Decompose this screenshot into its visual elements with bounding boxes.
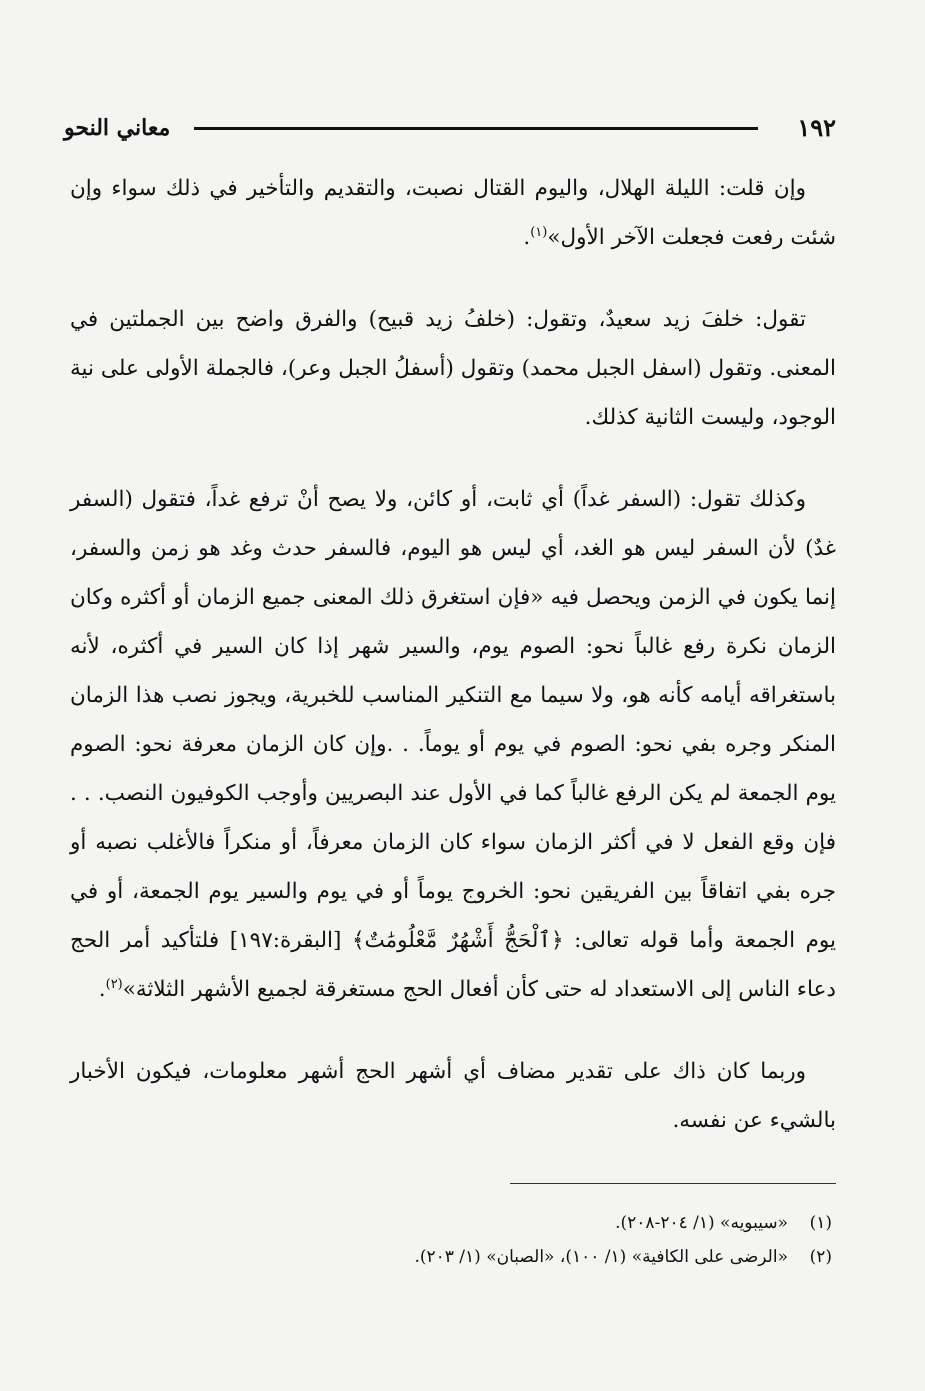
page-header: [64, 108, 836, 148]
paragraph: [70, 1047, 836, 1145]
paragraph: [70, 164, 836, 262]
paragraph-text: تقول: خلفَ زيد سعيدٌ، وتقول: (خلفُ زيد قبيح) والفرق واضح بين الجملتين في المعنى. وتقول (اسفل الجبل محمد) وتقول (أسفلُ الجبل وعر)، فالجملة الأولى على نية الوجود، وليست الثانية كذلك.: [70, 307, 836, 430]
paragraph-text: وربما كان ذاك على تقدير مضاف أي أشهر الحج أشهر معلومات، فيكون الأخبار بالشيء عن نفسه.: [70, 1059, 836, 1133]
footnote-number: (٢): [809, 1247, 832, 1267]
footnote-reference[interactable]: (١): [530, 224, 548, 240]
paragraph: [70, 475, 836, 1014]
main-text: [70, 164, 836, 1145]
footnote-text: «الرضى على الكافية» (١/ ١٠٠)، «الصبان» (١/ ٢٠٣).: [414, 1247, 788, 1267]
footnote-number: (١): [809, 1213, 832, 1233]
footnotes: [70, 1206, 832, 1274]
header-rule: [194, 127, 758, 130]
paragraph: [70, 295, 836, 442]
paragraph-text: وكذلك تقول: (السفر غداً) أي ثابت، أو كائن، ولا يصح أنْ ترفع غداً، فتقول (السفر غدٌ) لأن السفر ليس هو الغد، أي ليس هو اليوم، فالسفر حدث وغد هو زمن والسفر، إنما يكون في الزمن ويحصل فيه «فإن استغرق ذلك المعنى جميع الزمان أو أكثره وكان الزمان نكرة رفع غالباً نحو: الصوم يوم، والسير شهر إذا كان السير في أكثره، لأنه باستغراقه أيامه كأنه هو، ولا سيما مع التنكير المناسب للخبرية، ويجوز نصب هذا الزمان المنكر وجره بفي نحو: الصوم في يوم أو يوماً. . .وإن كان الزمان معرفة نحو: الصوم يوم الجمعة لم يكن الرفع غالباً كما في الأول عند البصريين وأوجب الكوفيون النصب. . . فإن وقع الفعل لا في أكثر الزمان سواء كان الزمان معرفاً، أو منكراً فالأغلب نصبه أو جره بفي اتفاقاً بين الفريقين نحو: الخروج يوماً أو في يوم والسير يوم الجمعة، أو في يوم الجمعة وأما قوله تعالى: ﴿ٱلْحَجُّ أَشْهُرٌ مَّعْلُومَٰتٌ﴾ [البقرة:١٩٧] فلتأكيد أمر الحج دعاء الناس إلى الاستعداد له حتى كأن أفعال الحج مستغرقة لجميع الأشهر الثلاثة»: [70, 487, 836, 1002]
footnote-text: «سيبويه» (١/ ٢٠٤-٢٠٨).: [615, 1213, 788, 1233]
page-number: ١٩٢: [797, 113, 836, 142]
footnote-item: [70, 1206, 832, 1240]
footnote-separator: [510, 1183, 836, 1184]
paragraph-text: وإن قلت: الليلة الهلال، واليوم القتال نصبت، والتقديم والتأخير في ذلك سواء وإن شئت رفعت فجعلت الآخر الأول»: [70, 176, 836, 250]
paragraph-tail: .: [98, 977, 106, 1002]
footnote-item: [70, 1240, 832, 1274]
paragraph-tail: .: [523, 225, 531, 250]
footnote-reference[interactable]: (٢): [105, 976, 123, 992]
running-title: معاني النحو: [64, 115, 171, 141]
